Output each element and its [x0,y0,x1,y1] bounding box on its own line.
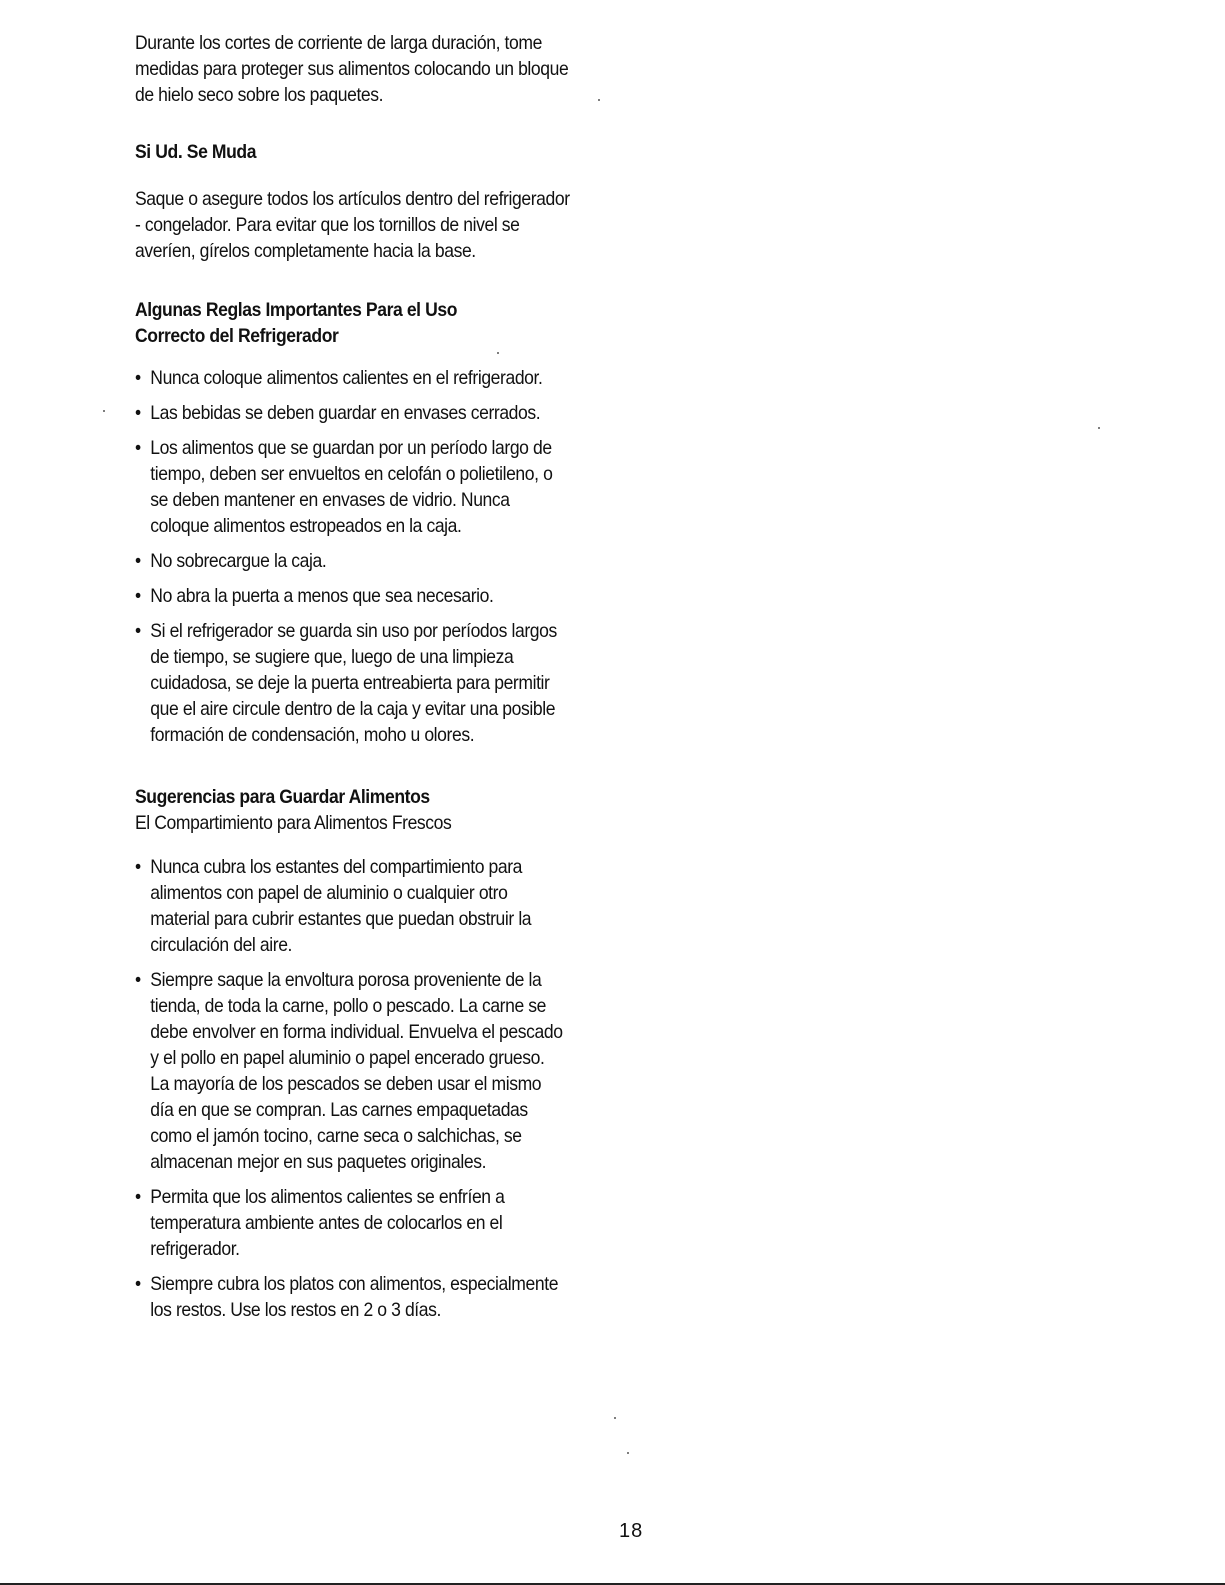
bullet-icon: • [135,856,141,878]
moving-paragraph: Saque o asegure todos los artículos dentro del refrigerador - congelador. Para evitar que los tornillos de nivel se averíen, gírelos completamente hacia la base. [135,188,570,262]
bullet-icon: • [135,550,141,572]
list-item-text: Si el refrigerador se guarda sin uso por períodos largos de tiempo, se sugiere que, luego de una limpieza cuidadosa, se deje la puerta entreabierta para permitir que el aire circule dentro de la caja y evitar una posible formación de condensación, moho u olores. [150,620,557,746]
scan-speck [103,410,105,412]
list-item-text: No abra la puerta a menos que sea necesario. [150,585,494,607]
list-item [135,548,567,574]
storage-heading: Sugerencias para Guardar Alimentos [135,786,430,808]
list-item-text: Siempre saque la envoltura porosa proveniente de la tienda, de toda la carne, pollo o pescado. La carne se debe envolver en forma individual. Envuelva el pescado y el pollo en papel aluminio o papel encerado grueso. La mayoría de los pescados se deben usar el mismo día en que se compran. Las carnes empaquetadas como el jamón tocino, carne seca o salchichas, se almacenan mejor en sus paquetes originales. [150,969,563,1173]
page-text-column [135,30,570,1332]
list-item-text: No sobrecargue la caja. [150,550,327,572]
rules-heading-line1: Algunas Reglas Importantes Para el Uso [135,299,458,321]
page-number: 18 [619,1520,644,1542]
bullet-icon: • [135,437,141,459]
list-item-text: Nunca cubra los estantes del compartimiento para alimentos con papel de aluminio o cualquier otro material para cubrir estantes que puedan obstruir la circulación del aire. [150,856,532,956]
rules-list [135,365,567,748]
scan-speck [497,352,499,354]
bullet-icon: • [135,969,141,991]
list-item [135,1271,567,1323]
bullet-icon: • [135,620,141,642]
storage-list [135,854,567,1323]
list-item [135,365,567,391]
list-item [135,618,567,748]
list-item [135,1184,567,1262]
scan-speck [598,99,600,101]
intro-paragraph: Durante los cortes de corriente de larga duración, tome medidas para proteger sus alimentos colocando un bloque de hielo seco sobre los paquetes. [135,32,569,106]
bullet-icon: • [135,585,141,607]
list-item-text: Las bebidas se deben guardar en envases cerrados. [150,402,541,424]
list-item-text: Nunca coloque alimentos calientes en el refrigerador. [150,367,543,389]
moving-heading: Si Ud. Se Muda [135,141,257,163]
list-item [135,400,567,426]
storage-subheading: El Compartimiento para Alimentos Frescos [135,812,452,834]
rules-heading-line2: Correcto del Refrigerador [135,325,339,347]
list-item-text: Los alimentos que se guardan por un período largo de tiempo, deben ser envueltos en celofán o polietileno, o se deben mantener en envases de vidrio. Nunca coloque alimentos estropeados en la caja. [150,437,553,537]
list-item [135,583,567,609]
scan-speck [1098,427,1100,429]
list-item [135,967,567,1175]
bullet-icon: • [135,402,141,424]
scan-speck [614,1417,616,1419]
scan-speck [627,1452,629,1454]
bullet-icon: • [135,1186,141,1208]
list-item [135,435,567,539]
bullet-icon: • [135,1273,141,1295]
bullet-icon: • [135,367,141,389]
list-item-text: Siempre cubra los platos con alimentos, especialmente los restos. Use los restos en 2 o 3 días. [150,1273,559,1321]
list-item [135,854,567,958]
list-item-text: Permita que los alimentos calientes se enfríen a temperatura ambiente antes de colocarlos en el refrigerador. [150,1186,505,1260]
